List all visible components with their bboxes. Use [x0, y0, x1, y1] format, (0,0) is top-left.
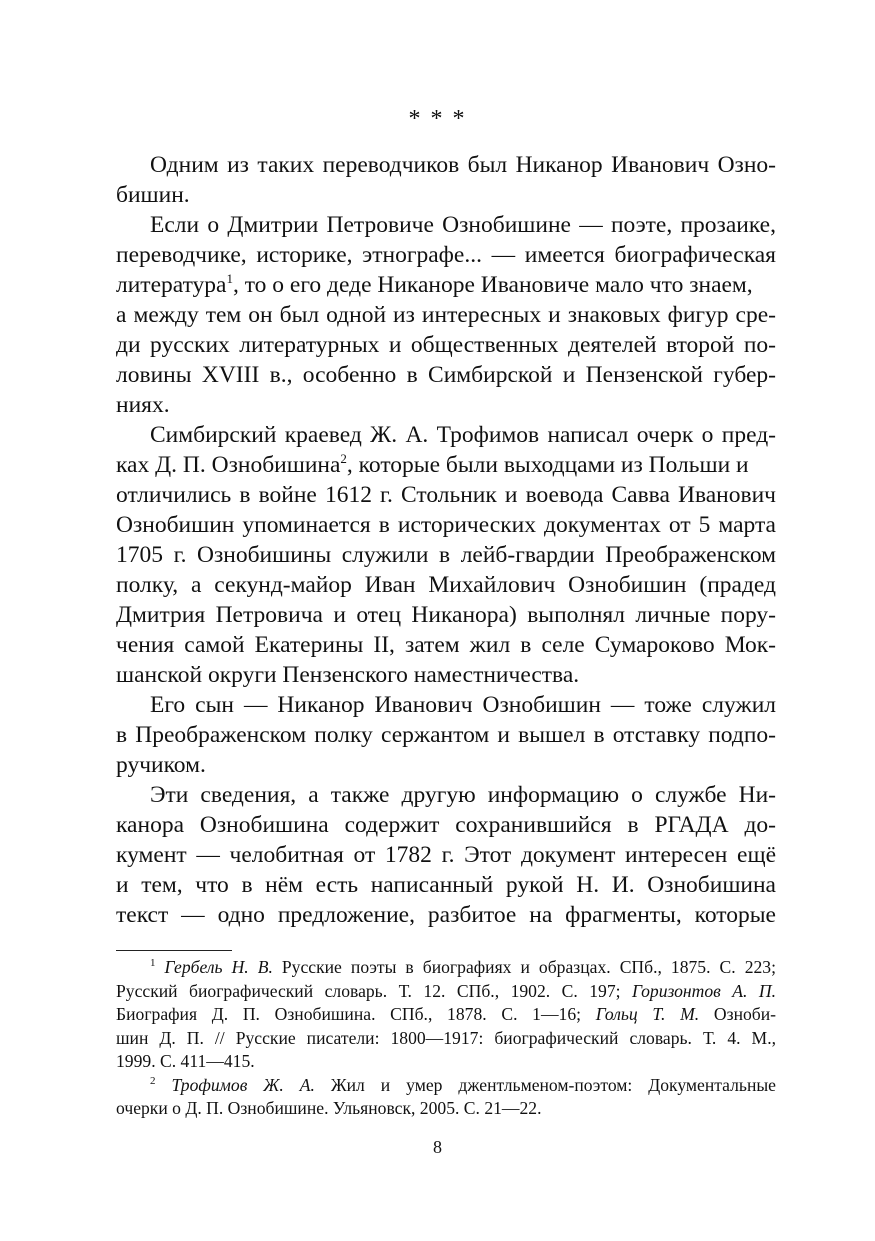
text-line: канора Ознобишина содержит сохранившийся в РГАДА до- [116, 812, 776, 838]
footnote-line: 1999. С. 411—415. [116, 1051, 255, 1071]
text-line: бишин. [116, 182, 190, 208]
text-line: а между тем он был одной из интересных и знаковых фигур сре- [116, 302, 776, 328]
footnote-line [116, 1003, 776, 1027]
text-line: ди русских литературных и общественных деятелей второй по- [116, 332, 776, 358]
citation-text: Жил и умер джентльменом-поэтом: Документальные [314, 1074, 776, 1095]
section-separator: * * * [408, 106, 467, 132]
text-fragment: ках Д. П. Ознобишина [116, 452, 341, 478]
text-line: ниях. [116, 392, 170, 418]
author-name: Трофимов Ж. А. [171, 1074, 315, 1095]
text-line: и тем, что в нём есть написанный рукой Н. И. Ознобишина [116, 872, 776, 898]
text-fragment: литература [116, 272, 227, 298]
footnote-number: 1 [150, 957, 156, 969]
main-text [116, 150, 776, 930]
text-line: чения самой Екатерины II, затем жил в селе Сумароково Мок- [116, 632, 776, 658]
text-line: Дмитрия Петровича и отец Никанора) выполнял личные пору- [116, 602, 776, 628]
text-line: переводчике, историке, этнографе... — имеется биографическая [116, 242, 776, 268]
page-number: 8 [433, 1137, 442, 1157]
text-line: Одним из таких переводчиков был Никанор Иванович Озно- [150, 152, 776, 178]
citation-text: Биография Д. П. Ознобишина. СПб., 1878. С. 1—16; [116, 1004, 596, 1024]
citation-text: Русские поэты в биографиях и образцах. СПб., 1875. С. 223; [272, 957, 776, 977]
text-line: Симбирский краевед Ж. А. Трофимов написал очерк о пред- [150, 422, 776, 448]
text-line: 1705 г. Ознобишины служили в лейб-гвардии Преображенском [116, 542, 776, 568]
text-line: в Преображенском полку сержантом и вышел в отставку подпо- [116, 722, 776, 748]
footnotes [116, 956, 776, 1121]
text-line: текст — одно предложение, разбитое на фрагменты, которые [116, 902, 776, 928]
author-name: Гербель Н. В. [164, 957, 273, 977]
text-line: Его сын — Никанор Иванович Ознобишин — тоже служил [150, 692, 776, 718]
text-line: отличились в войне 1612 г. Стольник и воевода Савва Иванович [116, 482, 776, 508]
text-fragment: , то о его деде Никаноре Ивановиче мало что знаем, [232, 272, 753, 298]
text-line: кумент — челобитная от 1782 г. Этот документ интересен ещё [116, 842, 776, 868]
footnote-ref-1: 1 [226, 271, 233, 286]
text-line: шанской округи Пензенского наместничества. [116, 662, 580, 688]
text-line: Если о Дмитрии Петровиче Ознобишине — поэте, прозаике, [150, 212, 776, 238]
footnote-line [116, 956, 776, 980]
footnote-line: шин Д. П. // Русские писатели: 1800—1917: биографический словарь. Т. 4. М., [116, 1027, 776, 1048]
text-line [116, 450, 776, 480]
citation-text: Русский биографический словарь. Т. 12. СПб., 1902. С. 197; [116, 980, 632, 1001]
text-line: ручиком. [116, 752, 206, 778]
text-line [116, 270, 776, 300]
citation-text: Озноби- [699, 1004, 777, 1024]
footnote-divider [116, 950, 232, 951]
footnote-line: очерки о Д. П. Ознобишине. Ульяновск, 2005. С. 21—22. [116, 1098, 542, 1118]
text-fragment: , которые были выходцами из Польши и [346, 452, 749, 478]
footnote-number: 2 [150, 1074, 156, 1087]
text-line: ловины XVIII в., особенно в Симбирской и Пензенской губер- [116, 362, 776, 388]
text-line: Ознобишин упоминается в исторических документах от 5 марта [116, 512, 776, 538]
text-line: полку, а секунд-майор Иван Михайлович Ознобишин (прадед [116, 572, 776, 598]
footnote-line [116, 1074, 776, 1098]
footnote-ref-2: 2 [340, 451, 347, 466]
text-line: Эти сведения, а также другую информацию о службе Ни- [150, 782, 776, 808]
author-name: Горизонтов А. П. [632, 980, 776, 1001]
author-name: Гольц Т. М. [595, 1004, 700, 1024]
footnote-line [116, 980, 776, 1004]
